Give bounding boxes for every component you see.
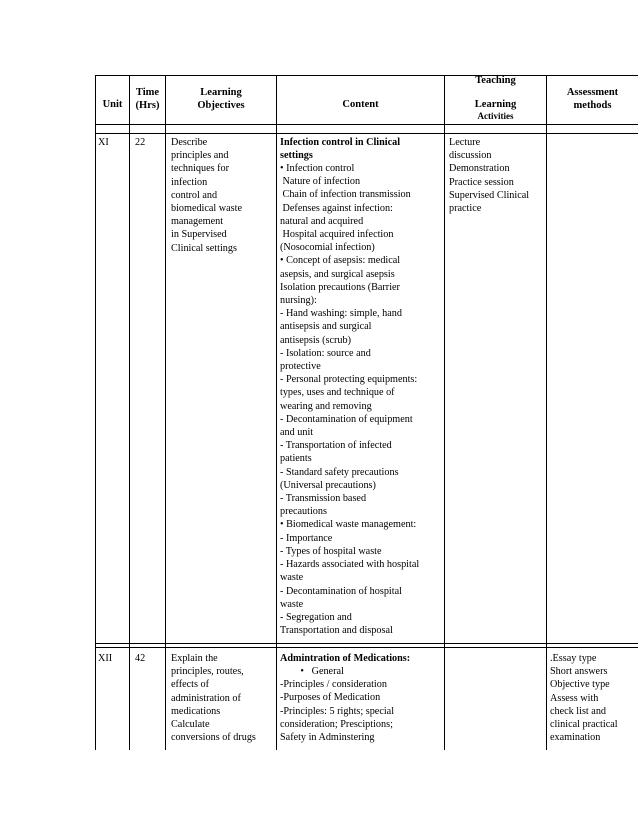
col-border-left	[95, 75, 96, 750]
row-divider	[95, 643, 638, 644]
row-xii-content-title: Admintration of Medications:	[280, 653, 411, 664]
col-border-unit-time	[129, 75, 130, 750]
header-objectives-line2: Objectives	[197, 100, 245, 111]
header-time	[130, 86, 165, 112]
row-xi-content-title: Infection control in Clinical settings	[280, 137, 401, 162]
row-xii-objectives: Explain the principles, routes, effects of administration of medications Calculate conversions of drugs	[171, 653, 256, 744]
header-assessment-line2: methods	[573, 100, 612, 111]
col-border-content-activities	[444, 75, 445, 750]
row-xi-unit: XI	[98, 137, 109, 148]
header-time-line1: Time	[135, 87, 160, 98]
row-xii-time: 42	[135, 653, 146, 664]
header-assessment	[547, 86, 638, 112]
col-border-activities-assessment	[546, 75, 547, 750]
header-teaching-line3: Activities	[477, 111, 514, 121]
header-content-label: Content	[342, 99, 379, 110]
header-teaching-line2: Learning	[474, 99, 517, 110]
row-divider-double	[95, 647, 638, 648]
header-time-line2: (Hrs)	[135, 100, 160, 111]
row-xii-unit: XII	[98, 653, 113, 664]
col-border-time-objectives	[165, 75, 166, 750]
header-unit-label: Unit	[102, 99, 123, 110]
header-assessment-line1: Assessment	[566, 87, 619, 98]
row-xi-objectives: Describe principles and techniques for infection control and biomedical waste management in Supervised Clinical settings	[171, 137, 243, 254]
row-xi-time: 22	[135, 137, 146, 148]
header-bottom-border	[95, 124, 638, 125]
header-objectives-line1: Learning	[200, 87, 242, 98]
header-objectives	[166, 86, 276, 112]
header-unit	[96, 98, 129, 111]
row-xi-activities: Lecture discussion Demonstration Practice session Supervised Clinical practice	[449, 137, 530, 215]
col-border-objectives-content	[276, 75, 277, 750]
header-teaching-line1: Teaching	[475, 75, 516, 86]
row-xii-assessment: .Essay type Short answers Objective type Assess with check list and clinical practical examination	[550, 653, 618, 744]
header-teaching	[445, 74, 546, 121]
header-content	[277, 98, 444, 111]
row-xii-content-body: • General -Principles / consideration -Purposes of Medication -Principles: 5 rights; special consideration; Presciptions; Safety in Adminstering	[280, 666, 395, 744]
table-top-border	[95, 75, 638, 76]
row-xi-content-body: • Infection control Nature of infection Chain of infection transmission Defenses against infection: natural and acquired Hospital acquired infection (Nosocomial infection) • Concept of asepsis: medical asepsis, and surgical asepsis Isolation precautions (Barrier nursing): - Hand washing: simple, hand antisepsis and surgical antisepsis (scrub) - Isolation: source and protective - Personal protecting equipments: types, uses and technique of wearing and removing - Decontamination of equipment and unit - Transportation of infected patients - Standard safety precautions (Universal precautions) - Transmission based precautions • Biomedical waste management: - Importance - Types of hospital waste - Hazards associated with hospital waste - Decontamination of hospital waste - Segregation and Transportation and disposal	[280, 163, 420, 637]
spacer-row-border	[95, 133, 638, 134]
